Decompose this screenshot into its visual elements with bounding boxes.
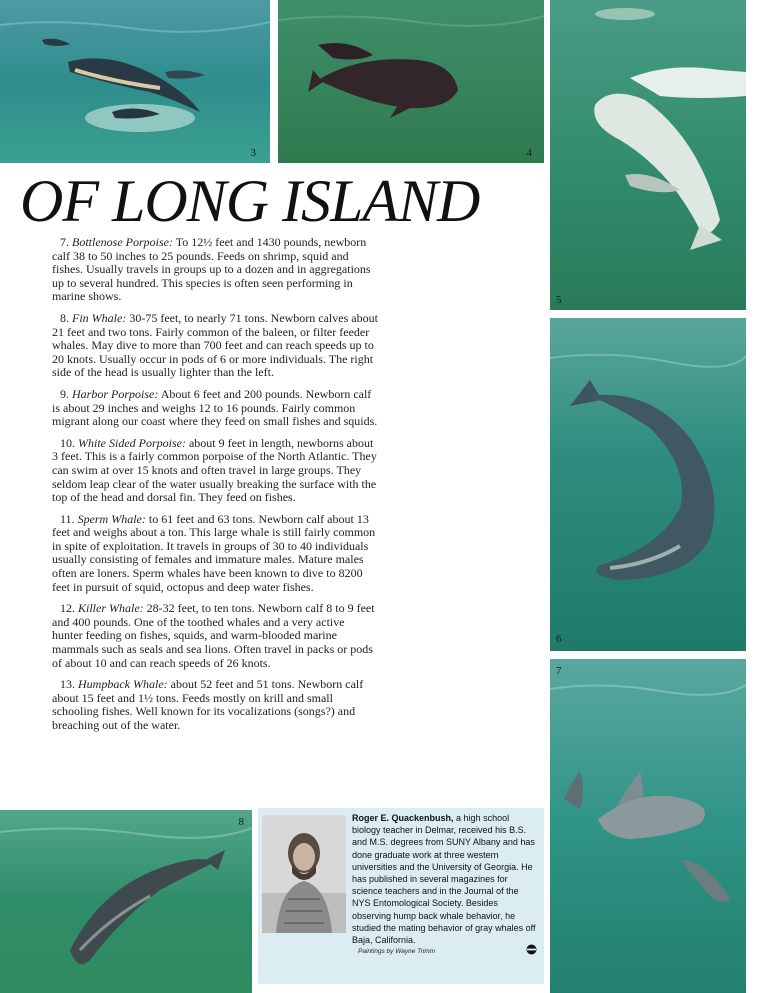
painting-3 xyxy=(0,0,270,163)
species-entry-bottlenose-porpoise: 7. Bottlenose Porpoise: To 12½ feet and 1430 pounds, newborn calf 38 to 50 inches to 25 pounds. Feeds on shrimp, squid and fishes. Usually travels in groups up to a dozen and in aggregations up to several hundred. This species is often seen performing in marine shows. xyxy=(52,235,371,304)
painting-credit: Paintings by Wayne Trimm xyxy=(358,948,436,955)
painting-number: 8 xyxy=(238,816,244,828)
author-bio: Roger E. Quackenbush, a high school biology teacher in Delmar, received his B.S. and M.S. degrees from SUNY Albany and has done graduate work at three western universities and the University of Georgia. He has published in several magazines for science teachers and in the Journal of the NYS Entomological Society. Besides observing hump back whale behavior, he studied the mating behavior of gray whales off Baja, California. xyxy=(352,813,536,946)
species-entry-sperm-whale: 11. Sperm Whale: to 61 feet and 63 tons. Newborn calf about 13 feet and weighs about a ton. This large whale is still fairly common in spite of exploitation. It travels in groups of 30 to 40 individuals usually consisting of females and immature males. Mature males often are loners. Sperm whales have been known to dive to 8200 feet in pursuit of squid, octopus and deep water fishes. xyxy=(52,511,376,594)
species-entry-fin-whale: 8. Fin Whale: 30-75 feet, to nearly 71 tons. Newborn calves about 21 feet and two tons. Fairly common of the baleen, or filter feeder whales. May dive to more than 700 feet and can reach speeds up to 20 knots. Usually occur in pods of 6 or more individuals. The right side of the head is usually lighter than the left. xyxy=(52,310,378,380)
painting-number: 7 xyxy=(556,665,562,677)
painting-5 xyxy=(550,0,746,310)
species-entries xyxy=(52,236,378,741)
article-title: OF LONG ISLAND xyxy=(20,168,480,234)
species-entry-harbor-porpoise: 9. Harbor Porpoise: About 6 feet and 200 pounds. Newborn calf is about 29 inches and weighs 12 to 16 pounds. Fairly common migrant along our coast where they feed on small fishes and squids. xyxy=(52,386,378,429)
painting-number: 3 xyxy=(250,147,256,159)
painting-4 xyxy=(278,0,544,163)
author-name: Roger E. Quackenbush, xyxy=(352,813,454,823)
end-mark-icon xyxy=(526,942,537,953)
painting-number: 5 xyxy=(556,294,562,306)
painting-8 xyxy=(0,810,252,993)
painting-number: 6 xyxy=(556,633,562,645)
species-entry-white-sided-porpoise: 10. White Sided Porpoise: about 9 feet in length, newborns about 3 feet. This is a fairly common porpoise of the North Atlantic. They can swim at over 15 knots and often travel in large groups. They seldom leap clear of the water usually breaking the surface with the top of the head and dorsal fin. They feed on fishes. xyxy=(52,435,377,505)
painting-7 xyxy=(550,659,746,993)
species-entry-humpback-whale: 13. Humpback Whale: about 52 feet and 51 tons. Newborn calf about 15 feet and 1½ tons. Feeds mostly on krill and small schooling fishes. Well known for its vocalizations (songs?) and breaching out of the water. xyxy=(52,677,364,732)
species-entry-killer-whale: 12. Killer Whale: 28-32 feet, to ten tons. Newborn calf 8 to 9 feet and 400 pounds. One of the toothed whales and a very active hunter feeding on fishes, squids, and warm-blooded marine mammals such as seals and sea lions. Often travel in packs or pods of about 10 and can reach speeds of 26 knots. xyxy=(52,601,375,670)
painting-6 xyxy=(550,318,746,651)
author-photo xyxy=(262,815,346,933)
painting-number: 4 xyxy=(526,147,532,159)
